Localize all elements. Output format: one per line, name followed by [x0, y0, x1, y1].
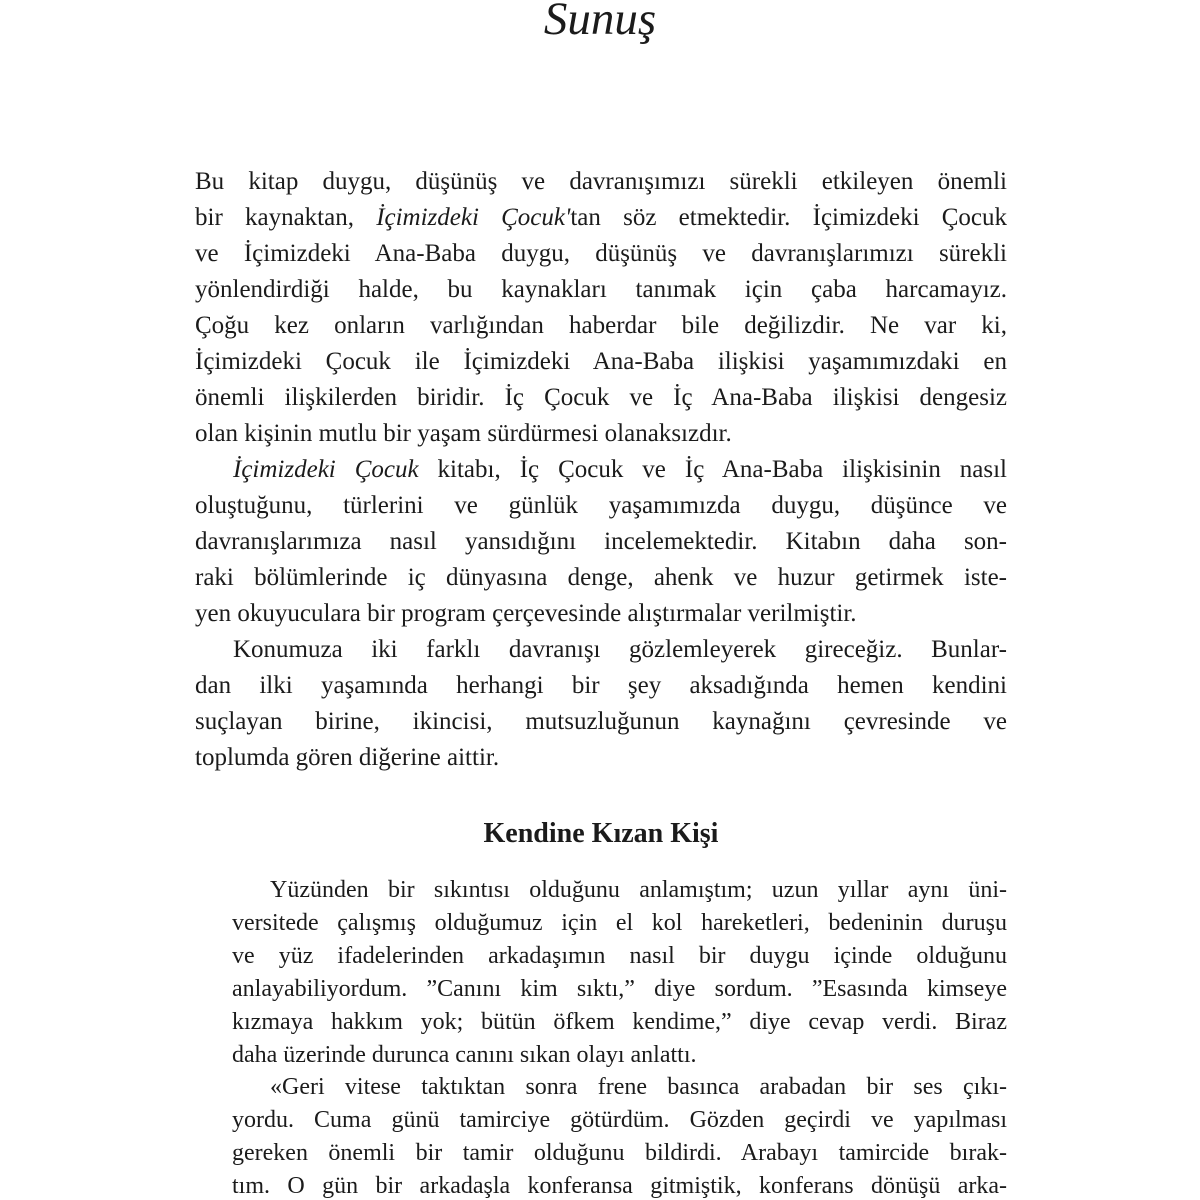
- text-line: [232, 973, 1007, 1006]
- text-line: [195, 560, 1007, 596]
- text-line: [195, 668, 1007, 704]
- text-run: suçlayan birine, ikincisi, mutsuzluğunun kaynağını çevresinde ve: [195, 708, 1007, 735]
- text-run: yordu. Cuma günü tamirciye götürdüm. Gözden geçirdi ve yapılması: [232, 1107, 1007, 1134]
- text-run: Konumuza iki farklı davranışı gözlemleyerek gireceğiz. Bunlar-: [233, 636, 1007, 663]
- text-line: [232, 1104, 1007, 1137]
- text-run: versitede çalışmış olduğumuz için el kol hareketleri, bedeninin duruşu: [232, 909, 1007, 936]
- text-run: yen okuyuculara bir program çerçevesinde alıştırmalar verilmiştir.: [195, 600, 857, 627]
- text-line: [195, 524, 1007, 560]
- text-line: [195, 740, 1007, 776]
- text-line: [232, 874, 1007, 907]
- text-run: tım. O gün bir arkadaşla konferansa gitmiştik, konferans dönüşü arka-: [232, 1173, 1007, 1200]
- text-run: tan söz etmektedir. İçimizdeki Çocuk: [570, 204, 1008, 231]
- text-run: önemli ilişkilerden biridir. İç Çocuk ve İç Ana-Baba ilişkisi dengesiz: [195, 384, 1007, 411]
- chapter-title: Sunuş: [543, 0, 657, 45]
- text-run: ve İçimizdeki Ana-Baba duygu, düşünüş ve davranışlarımızı sürekli: [195, 240, 1007, 267]
- text-line: [232, 1071, 1007, 1104]
- text-line: [232, 1039, 1007, 1072]
- text-line: [195, 344, 1007, 380]
- text-line: [195, 236, 1007, 272]
- text-line: [195, 596, 1007, 632]
- text-run: İçimizdeki Çocuk ile İçimizdeki Ana-Baba ilişkisi yaşamımızdaki en: [195, 348, 1007, 375]
- text-run: oluştuğunu, türlerini ve günlük yaşamımızda duygu, düşünce ve: [195, 492, 1007, 519]
- text-run: yönlendirdiği halde, bu kaynakları tanımak için çaba harcamayız.: [195, 276, 1007, 303]
- italic-text-run: İçimizdeki Çocuk: [233, 456, 419, 483]
- italic-text-run: İçimizdeki Çocuk': [376, 204, 571, 231]
- text-run: daha üzerinde durunca canını sıkan olayı anlattı.: [232, 1041, 697, 1068]
- section-heading: Kendine Kızan Kişi: [483, 818, 719, 849]
- intro-section: [195, 164, 1007, 776]
- text-line: [232, 940, 1007, 973]
- text-line: [195, 380, 1007, 416]
- text-run: anlayabiliyordum. ”Canını kim sıktı,” diye sordum. ”Esasında kimseye: [232, 975, 1007, 1002]
- text-run: dan ilki yaşamında herhangi bir şey aksadığında hemen kendini: [195, 672, 1007, 699]
- text-line: [195, 452, 1007, 488]
- text-run: olan kişinin mutlu bir yaşam sürdürmesi olanaksızdır.: [195, 420, 732, 447]
- text-line: [195, 704, 1007, 740]
- text-line: [195, 488, 1007, 524]
- text-run: «Geri vitese taktıktan sonra frene basınca arabadan bir ses çıkı-: [270, 1074, 1007, 1101]
- text-line: [232, 907, 1007, 940]
- anecdote-section: [232, 874, 1007, 1200]
- text-line: [195, 416, 1007, 452]
- text-run: Çoğu kez onların varlığından haberdar bile değilizdir. Ne var ki,: [195, 312, 1007, 339]
- text-line: [195, 200, 1007, 236]
- text-line: [232, 1170, 1007, 1200]
- text-line: [195, 272, 1007, 308]
- text-line: [232, 1006, 1007, 1039]
- text-run: bir kaynaktan,: [195, 204, 377, 231]
- text-line: [195, 308, 1007, 344]
- text-run: Yüzünden bir sıkıntısı olduğunu anlamıştım; uzun yıllar aynı üni-: [270, 877, 1007, 903]
- text-run: raki bölümlerinde iç dünyasına denge, ahenk ve huzur getirmek iste-: [195, 564, 1007, 591]
- text-run: ve yüz ifadelerinden arkadaşımın nasıl bir duygu içinde olduğunu: [232, 942, 1007, 969]
- text-run: davranışlarımıza nasıl yansıdığını incelemektedir. Kitabın daha son-: [195, 528, 1007, 555]
- text-line: [195, 632, 1007, 668]
- text-line: [195, 164, 1007, 200]
- text-run: toplumda gören diğerine aittir.: [195, 744, 500, 771]
- text-run: kızmaya hakkım yok; bütün öfkem kendime,” diye cevap verdi. Biraz: [232, 1008, 1007, 1035]
- text-run: kitabı, İç Çocuk ve İç Ana-Baba ilişkisinin nasıl: [418, 456, 1007, 483]
- text-run: Bu kitap duygu, düşünüş ve davranışımızı sürekli etkileyen önemli: [195, 168, 1007, 195]
- text-run: gereken önemli bir tamir olduğunu bildirdi. Arabayı tamircide bırak-: [232, 1140, 1007, 1167]
- text-line: [232, 1137, 1007, 1170]
